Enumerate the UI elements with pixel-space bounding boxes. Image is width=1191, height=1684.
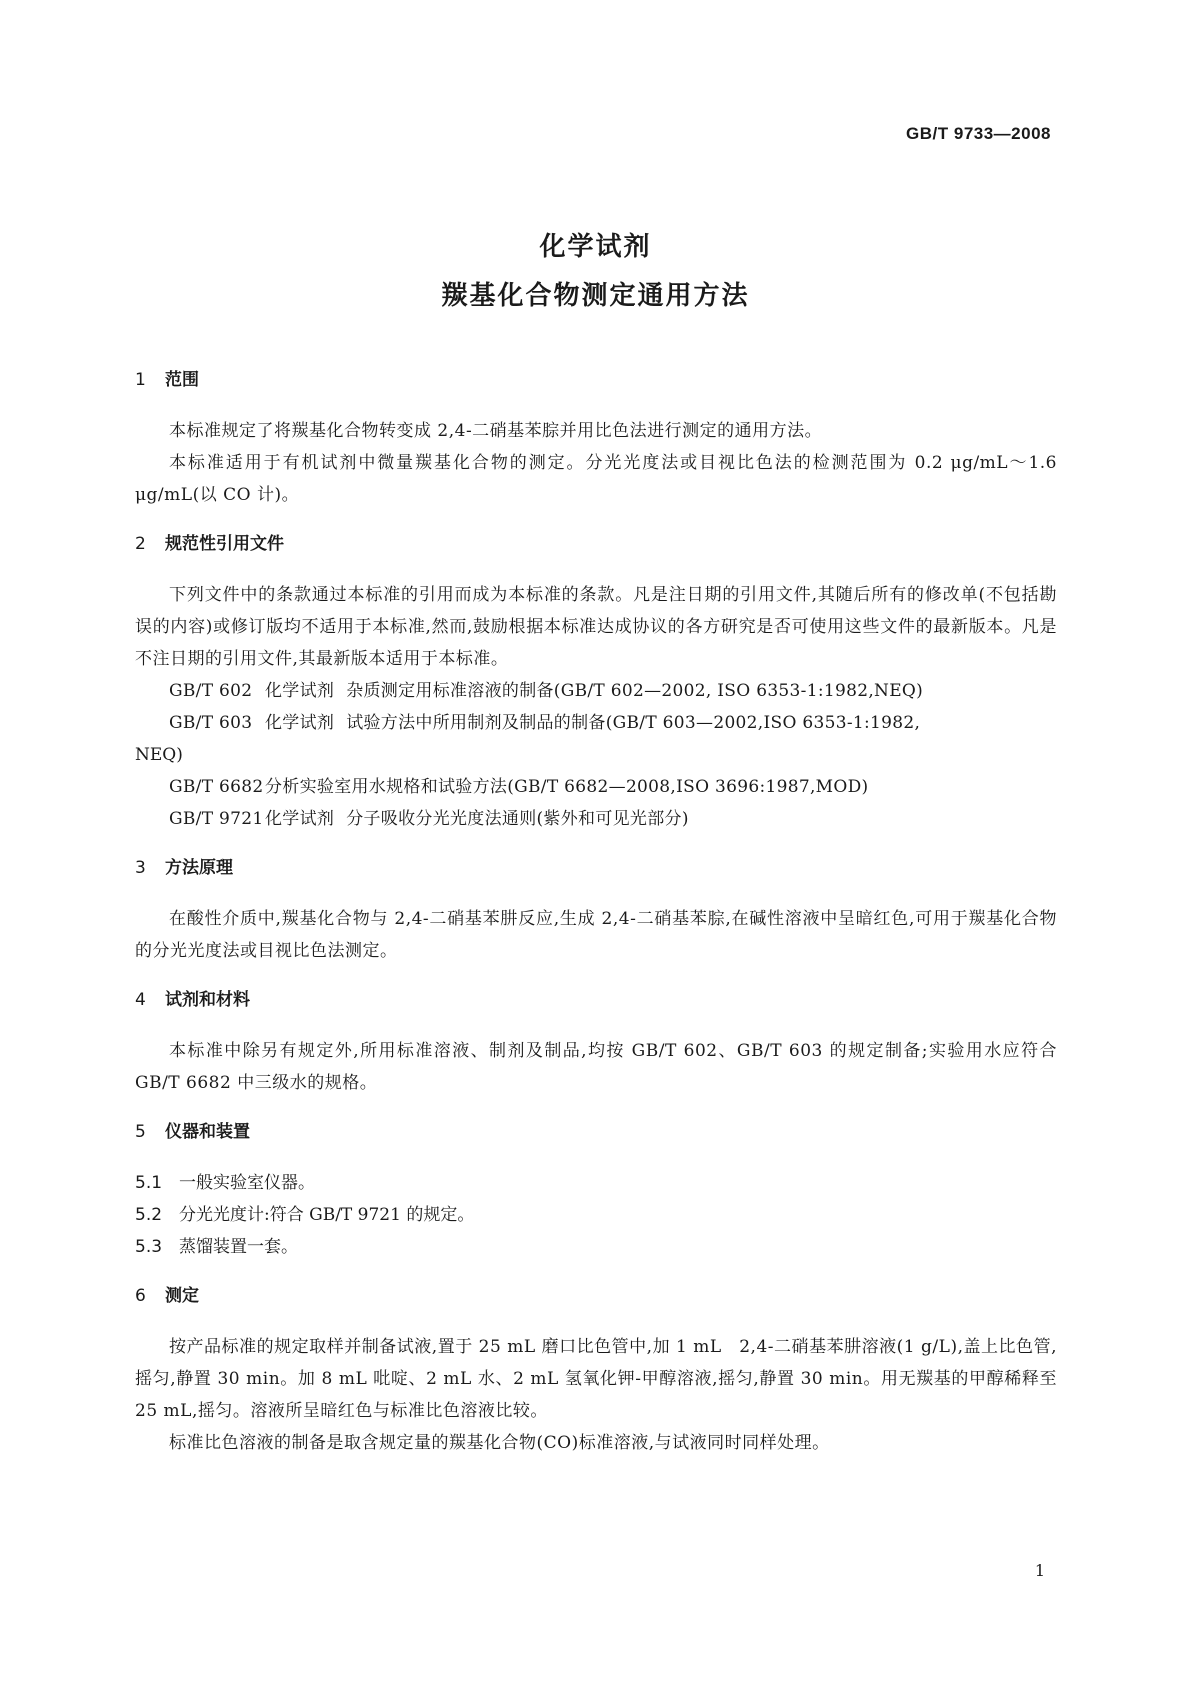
paragraph: 在酸性介质中,羰基化合物与 2,4-二硝基苯肼反应,生成 2,4-二硝基苯腙,在碱性溶液中呈暗红色,可用于羰基化合物的分光光度法或目视比色法测定。 [135,909,1057,961]
standard-code: GB/T 9733—2008 [906,124,1051,143]
section-title: 试剂和材料 [165,990,250,1010]
paragraph: 下列文件中的条款通过本标准的引用而成为本标准的条款。凡是注日期的引用文件,其随后所有的修改单(不包括勘误的内容)或修订版均不适用于本标准,然而,鼓励根据本标准达成协议的各方研究是否可使用这些文件的最新版本。凡是不注日期的引用文件,其最新版本适用于本标准。 [135,585,1057,669]
list-item [135,1199,1057,1231]
reference-desc: 分子吸收分光光度法通则(紫外和可见光部分) [346,809,689,829]
section-heading-4 [135,985,1057,1015]
section-title: 仪器和装置 [165,1122,250,1142]
section-number: 6 [135,1286,146,1306]
reference-item [135,771,1057,803]
reference-code: GB/T 6682 [169,777,264,797]
document-body [135,365,1057,1459]
section-heading-6 [135,1281,1057,1311]
paragraph: 按产品标准的规定取样并制备试液,置于 25 mL 磨口比色管中,加 1 mL 2,4-二硝基苯肼溶液(1 g/L),盖上比色管,摇匀,静置 30 min。加 8 mL 吡啶、2 mL 水、2 mL 氢氧化钾-甲醇溶液,摇匀,静置 30 min。用无羰基的甲醇稀释至 25 mL,摇匀。溶液所呈暗红色与标准比色溶液比较。 [135,1337,1057,1421]
reference-item [135,675,1057,707]
section-heading-1 [135,365,1057,395]
title-line-2: 羰基化合物测定通用方法 [441,281,750,311]
title-line-1: 化学试剂 [539,232,652,262]
section-title: 方法原理 [165,858,233,878]
reference-desc: 试验方法中所用制剂及制品的制备(GB/T 603—2002,ISO 6353-1:1982, [346,713,921,733]
paragraph: 本标准中除另有规定外,所用标准溶液、制剂及制品,均按 GB/T 602、GB/T 603 的规定制备;实验用水应符合 GB/T 6682 中三级水的规格。 [135,1041,1057,1093]
reference-title: 化学试剂 [265,809,335,829]
page-number: 1 [1034,1561,1045,1580]
reference-title: 分析实验室用水规格和试验方法(GB/T 6682—2008,ISO 3696:1987,MOD) [265,777,869,797]
reference-item [135,707,1057,739]
reference-item [135,803,1057,835]
section-title: 测定 [165,1286,199,1306]
reference-code: GB/T 603 [169,713,253,733]
section-heading-3 [135,853,1057,883]
section-number: 3 [135,858,146,878]
section-heading-5 [135,1117,1057,1147]
reference-code: GB/T 602 [169,681,253,701]
item-text: 蒸馏装置一套。 [179,1237,298,1257]
paragraph: 本标准规定了将羰基化合物转变成 2,4-二硝基苯腙并用比色法进行测定的通用方法。 [169,421,823,441]
section-title: 范围 [165,370,199,390]
section-number: 2 [135,534,146,554]
reference-continuation: NEQ) [135,745,183,765]
paragraph: 标准比色溶液的制备是取含规定量的羰基化合物(CO)标准溶液,与试液同时同样处理。 [169,1433,830,1453]
section-number: 5 [135,1122,146,1142]
item-number: 5.3 [135,1237,163,1257]
paragraph: 本标准适用于有机试剂中微量羰基化合物的测定。分光光度法或目视比色法的检测范围为 0.2 μg/mL～1.6 μg/mL(以 CO 计)。 [135,453,1057,505]
section-number: 4 [135,990,146,1010]
list-item [135,1231,1057,1263]
title-block [0,223,1191,321]
reference-title: 化学试剂 [265,681,335,701]
item-text: 一般实验室仪器。 [179,1173,315,1193]
reference-code: GB/T 9721 [169,809,264,829]
list-item [135,1167,1057,1199]
item-number: 5.2 [135,1205,163,1225]
section-title: 规范性引用文件 [165,534,284,554]
item-text: 分光光度计:符合 GB/T 9721 的规定。 [179,1205,475,1225]
section-heading-2 [135,529,1057,559]
reference-title: 化学试剂 [265,713,335,733]
section-number: 1 [135,370,146,390]
reference-desc: 杂质测定用标准溶液的制备(GB/T 602—2002, ISO 6353-1:1982,NEQ) [346,681,924,701]
item-number: 5.1 [135,1173,163,1193]
